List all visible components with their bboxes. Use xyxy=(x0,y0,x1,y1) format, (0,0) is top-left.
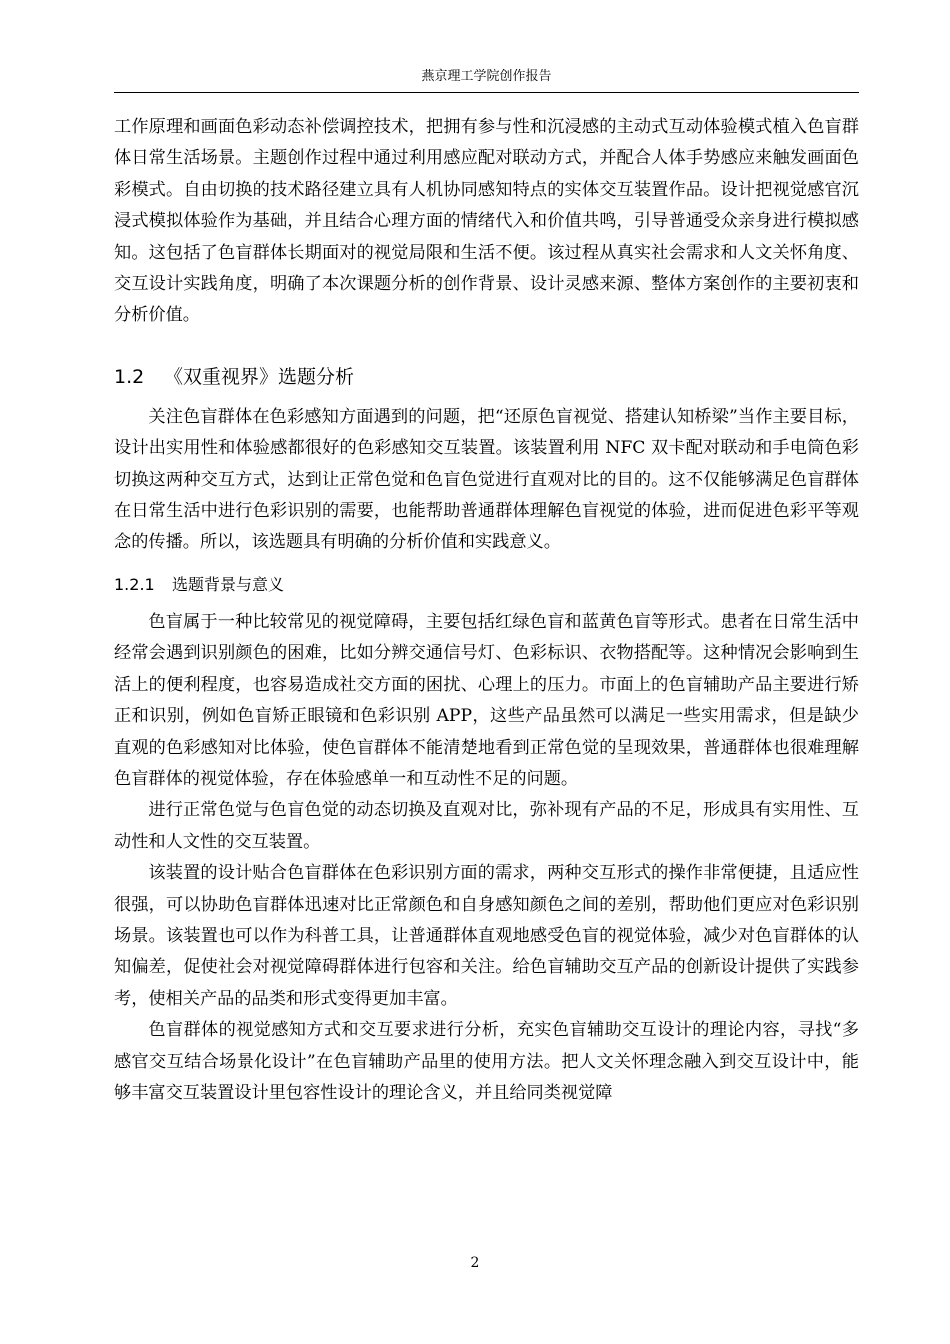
body-paragraph: 色盲群体的视觉感知方式和交互要求进行分析，充实色盲辅助交互设计的理论内容，寻找“多感官交互结合场景化设计”在色盲辅助产品里的使用方法。把人文关怀理念融入到交互设计中，能够丰富交互装置设计里包容性设计的理论含义，并且给同类视觉障 xyxy=(114,1020,859,1103)
section-title: 《双重视界》选题分析 xyxy=(164,365,355,388)
document-body xyxy=(114,112,859,1109)
section-paragraph: 关注色盲群体在色彩感知方面遇到的问题，把“还原色盲视觉、搭建认知桥梁”当作主要目标，设计出实用性和体验感都很好的色彩感知交互装置。该装置利用 NFC 双卡配对联动和手电筒色彩切换这两种交互方式，达到让正常色觉和色盲色觉进行直观对比的目的。这不仅能够满足色盲群体在日常生活中进行色彩识别的需要，也能帮助普通群体理解色盲视觉的体验，进而促进色彩平等观念的传播。所以，该选题具有明确的分析价值和实践意义。 xyxy=(114,406,859,553)
subsection-number: 1.2.1 xyxy=(114,574,155,594)
subsection-title: 选题背景与意义 xyxy=(172,574,285,594)
intro-paragraph: 工作原理和画面色彩动态补偿调控技术，把拥有参与性和沉浸感的主动式互动体验模式植入色盲群体日常生活场景。主题创作过程中通过利用感应配对联动方式，并配合人体手势感应来触发画面色彩模式。自由切换的技术路径建立具有人机协同感知特点的实体交互装置作品。设计把视觉感官沉浸式模拟体验作为基础，并且结合心理方面的情绪代入和价值共鸣，引导普通受众亲身进行模拟感知。这包括了色盲群体长期面对的视觉局限和生活不便。该过程从真实社会需求和人文关怀角度、交互设计实践角度，明确了本次课题分析的创作背景、设计灵感来源、整体方案创作的主要初衷和分析价值。 xyxy=(114,117,859,326)
body-paragraph: 该装置的设计贴合色盲群体在色彩识别方面的需求，两种交互形式的操作非常便捷，且适应性很强，可以协助色盲群体迅速对比正常颜色和自身感知颜色之间的差别，帮助他们更应对色彩识别场景。该装置也可以作为科普工具，让普通群体直观地感受色盲的视觉体验，减少对色盲群体的认知偏差，促使社会对视觉障碍群体进行包容和关注。给色盲辅助交互产品的创新设计提供了实践参考，使相关产品的品类和形式变得更加丰富。 xyxy=(114,863,859,1009)
page-number: 2 xyxy=(470,1255,480,1271)
header-title: 燕京理工学院创作报告 xyxy=(421,69,552,84)
subsection-heading-1-2-1 xyxy=(114,571,859,599)
section-number: 1.2 xyxy=(114,365,145,388)
body-paragraph: 进行正常色觉与色盲色觉的动态切换及直观对比，弥补现有产品的不足，形成具有实用性、互动性和人文性的交互装置。 xyxy=(114,800,859,852)
page-header xyxy=(114,62,859,93)
body-paragraph: 色盲属于一种比较常见的视觉障碍，主要包括红绿色盲和蓝黄色盲等形式。患者在日常生活中经常会遇到识别颜色的困难，比如分辨交通信号灯、色彩标识、衣物搭配等。这种情况会影响到生活上的便利程度，也容易造成社交方面的困扰、心理上的压力。市面上的色盲辅助产品主要进行矫正和识别，例如色盲矫正眼镜和色彩识别 APP，这些产品虽然可以满足一些实用需求，但是缺少直观的色彩感知对比体验，使色盲群体不能清楚地看到正常色觉的呈现效果，普通群体也很难理解色盲群体的视觉体验，存在体验感单一和互动性不足的问题。 xyxy=(114,611,859,789)
section-heading-1-2 xyxy=(114,362,859,392)
